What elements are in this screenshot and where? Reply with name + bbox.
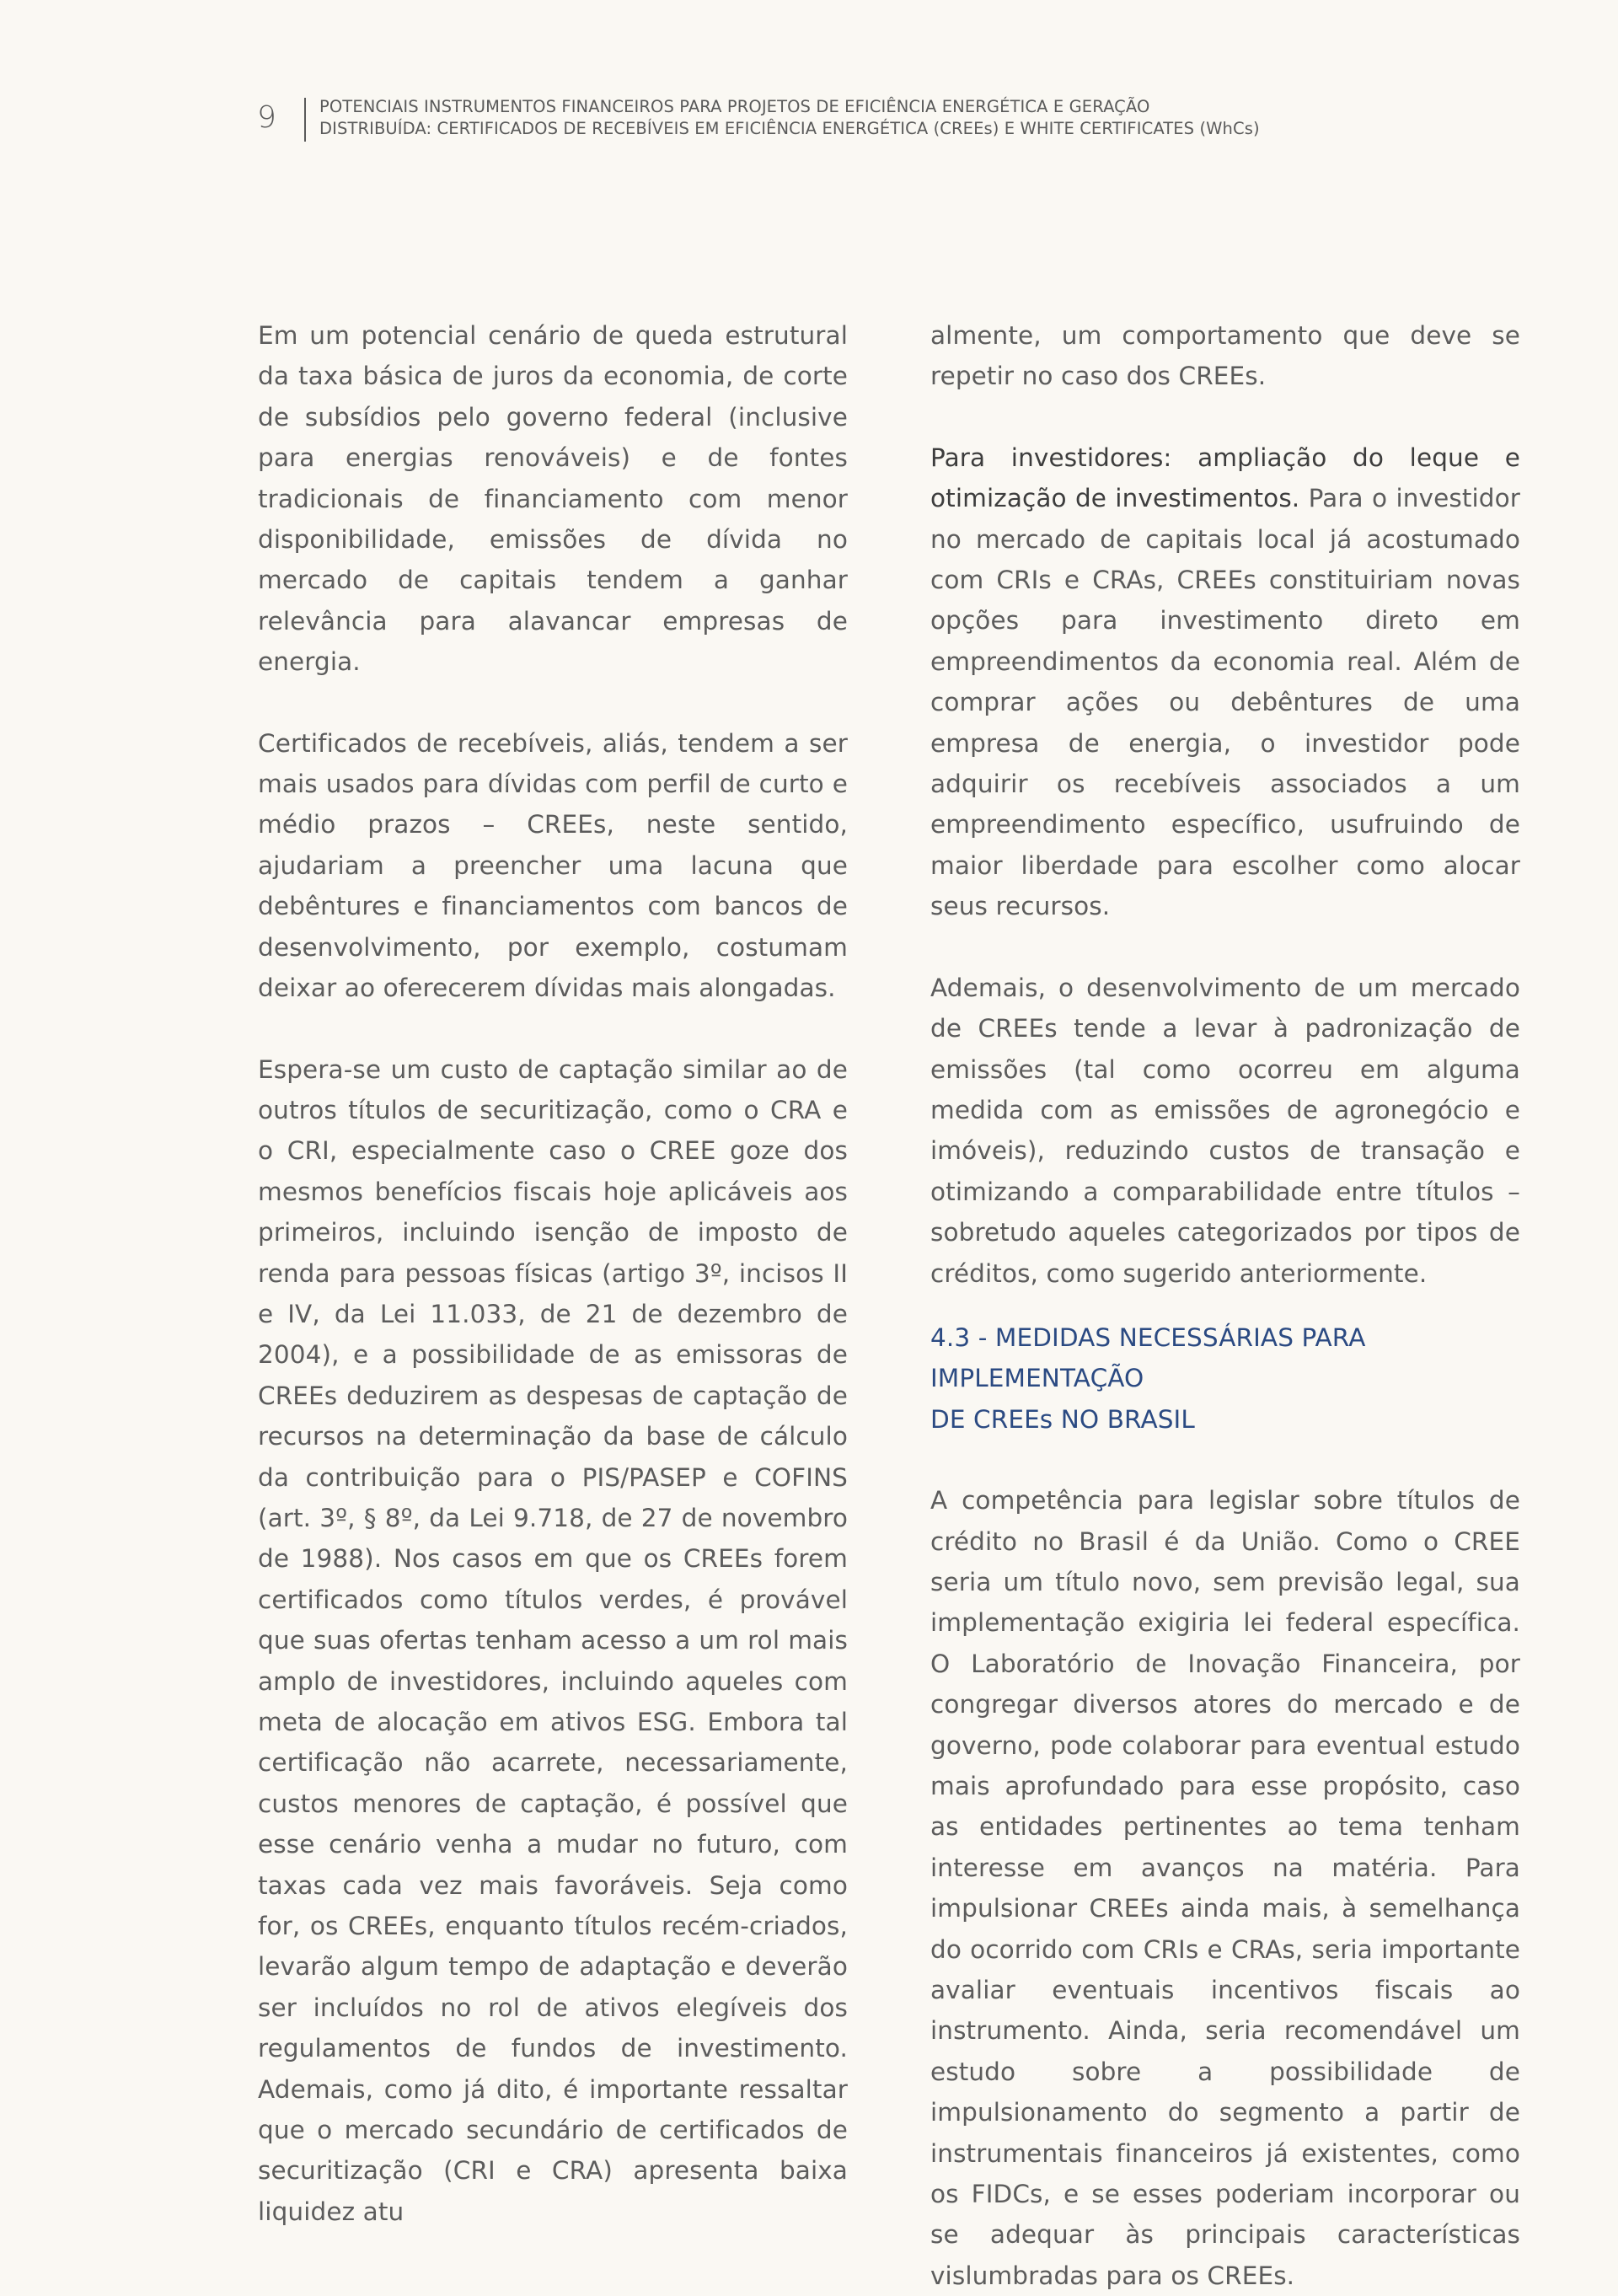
running-title bbox=[319, 96, 1260, 140]
paragraph-investors bbox=[930, 437, 1520, 927]
paragraph-continuation: almente, um comportamento que deve se repetir no caso dos CREEs. bbox=[930, 321, 1520, 391]
right-column bbox=[930, 315, 1520, 2296]
paragraph-market-scenario: Em um potencial cenário de queda estrutural da taxa básica de juros da economia, de corte de subsídios pelo governo federal (inclusive para energias renováveis) e de fontes tradicionais de financiamento com menor disponibilidade, emissões de dívida no mercado de capitais tendem a ganhar relevância para alavancar empresas de energia. bbox=[258, 321, 848, 677]
section-heading-line-2: DE CREEs NO BRASIL bbox=[930, 1404, 1195, 1434]
page-number: 9 bbox=[257, 100, 276, 135]
header-divider bbox=[304, 98, 306, 142]
section-heading-line-1: 4.3 - MEDIDAS NECESSÁRIAS PARA IMPLEMENTAÇÃO bbox=[930, 1322, 1366, 1393]
paragraph-receivables-certificates: Certificados de recebíveis, aliás, tendem a ser mais usados para dívidas com perfil de curto e médio prazos – CREEs, neste sentido, ajudariam a preencher uma lacuna que debêntures e financiamentos com bancos de desenvolvimento, por exemplo, costumam deixar ao oferecerem dívidas mais alongadas. bbox=[258, 728, 848, 1003]
investors-body: Para o investidor no mercado de capitais local já acostumado com CRIs e CRAs, CREEs constituiriam novas opções para investimento direto em empreendimentos da economia real. Além de comprar ações ou debêntures de uma empresa de energia, o investidor pode adquirir os recebíveis associados a um empreendimento específico, usufruindo de maior liberdade para escolher como alocar seus recursos. bbox=[930, 484, 1520, 921]
paragraph-funding-cost: Espera-se um custo de captação similar ao de outros títulos de securitização, como o CRA e o CRI, especialmente caso o CREE goze dos mesmos benefícios fiscais hoje aplicáveis aos primeiros, incluindo isenção de imposto de renda para pessoas físicas (artigo 3º, incisos II e IV, da Lei 11.033, de 21 de dezembro de 2004), e a possibilidade de as emissoras de CREEs deduzirem as despesas de captação de recursos na determinação da base de cálculo da contribuição para o PIS/PASEP e COFINS (art. 3º, § 8º, da Lei 9.718, de 27 de novembro de 1988). Nos casos em que os CREEs forem certificados como títulos verdes, é provável que suas ofertas tenham acesso a um rol mais amplo de investidores, incluindo aqueles com meta de alocação em ativos ESG. Embora tal certificação não acarrete, necessariamente, custos menores de captação, é possível que esse cenário venha a mudar no futuro, com taxas cada vez mais favoráveis. Seja como for, os CREEs, enquanto títulos recém-criados, levarão algum tempo de adaptação e deverão ser incluídos no rol de ativos elegíveis dos regulamentos de fundos de investimento. Ademais, como já dito, é importante ressaltar que o mercado secundário de certificados de securitização (CRI e CRA) apresenta baixa liquidez atu bbox=[258, 1054, 848, 2226]
left-column bbox=[258, 315, 848, 2232]
investors-lead: Para investidores: ampliação do leque e otimização de investimentos. bbox=[930, 443, 1520, 513]
running-title-line-2: DISTRIBUÍDA: CERTIFICADOS DE RECEBÍVEIS EM EFICIÊNCIA ENERGÉTICA (CREEs) E WHITE CERTIFICATES (WhCs) bbox=[319, 119, 1260, 138]
paragraph-legislation: A competência para legislar sobre títulos de crédito no Brasil é da União. Como o CREE seria um título novo, sem previsão legal, sua implementação exigiria lei federal específica. O Laboratório de Inovação Financeira, por congregar diversos atores do mercado e de governo, pode colaborar para eventual estudo mais aprofundado para esse propósito, caso as entidades pertinentes ao tema tenham interesse em avanços na matéria. Para impulsionar CREEs ainda mais, à semelhança do ocorrido com CRIs e CRAs, seria importante avaliar eventuais incentivos fiscais ao instrumento. Ainda, seria recomendável um estudo sobre a possibilidade de impulsionamento do segmento a partir de instrumentais financeiros já existentes, como os FIDCs, e se esses poderiam incorporar ou se adequar às principais características vislumbradas para os CREEs. bbox=[930, 1486, 1520, 2290]
paragraph-standardization: Ademais, o desenvolvimento de um mercado de CREEs tende a levar à padronização de emissões (tal como ocorreu em alguma medida com as emissões de agronegócio e imóveis), reduzindo custos de transação e otimizando a comparabilidade entre títulos – sobretudo aqueles categorizados por tipos de créditos, como sugerido anteriormente. bbox=[930, 973, 1520, 1288]
running-title-line-1: POTENCIAIS INSTRUMENTOS FINANCEIROS PARA PROJETOS DE EFICIÊNCIA ENERGÉTICA E GERAÇÃO bbox=[319, 97, 1150, 116]
section-heading bbox=[930, 1317, 1520, 1440]
page-header bbox=[257, 94, 1353, 145]
